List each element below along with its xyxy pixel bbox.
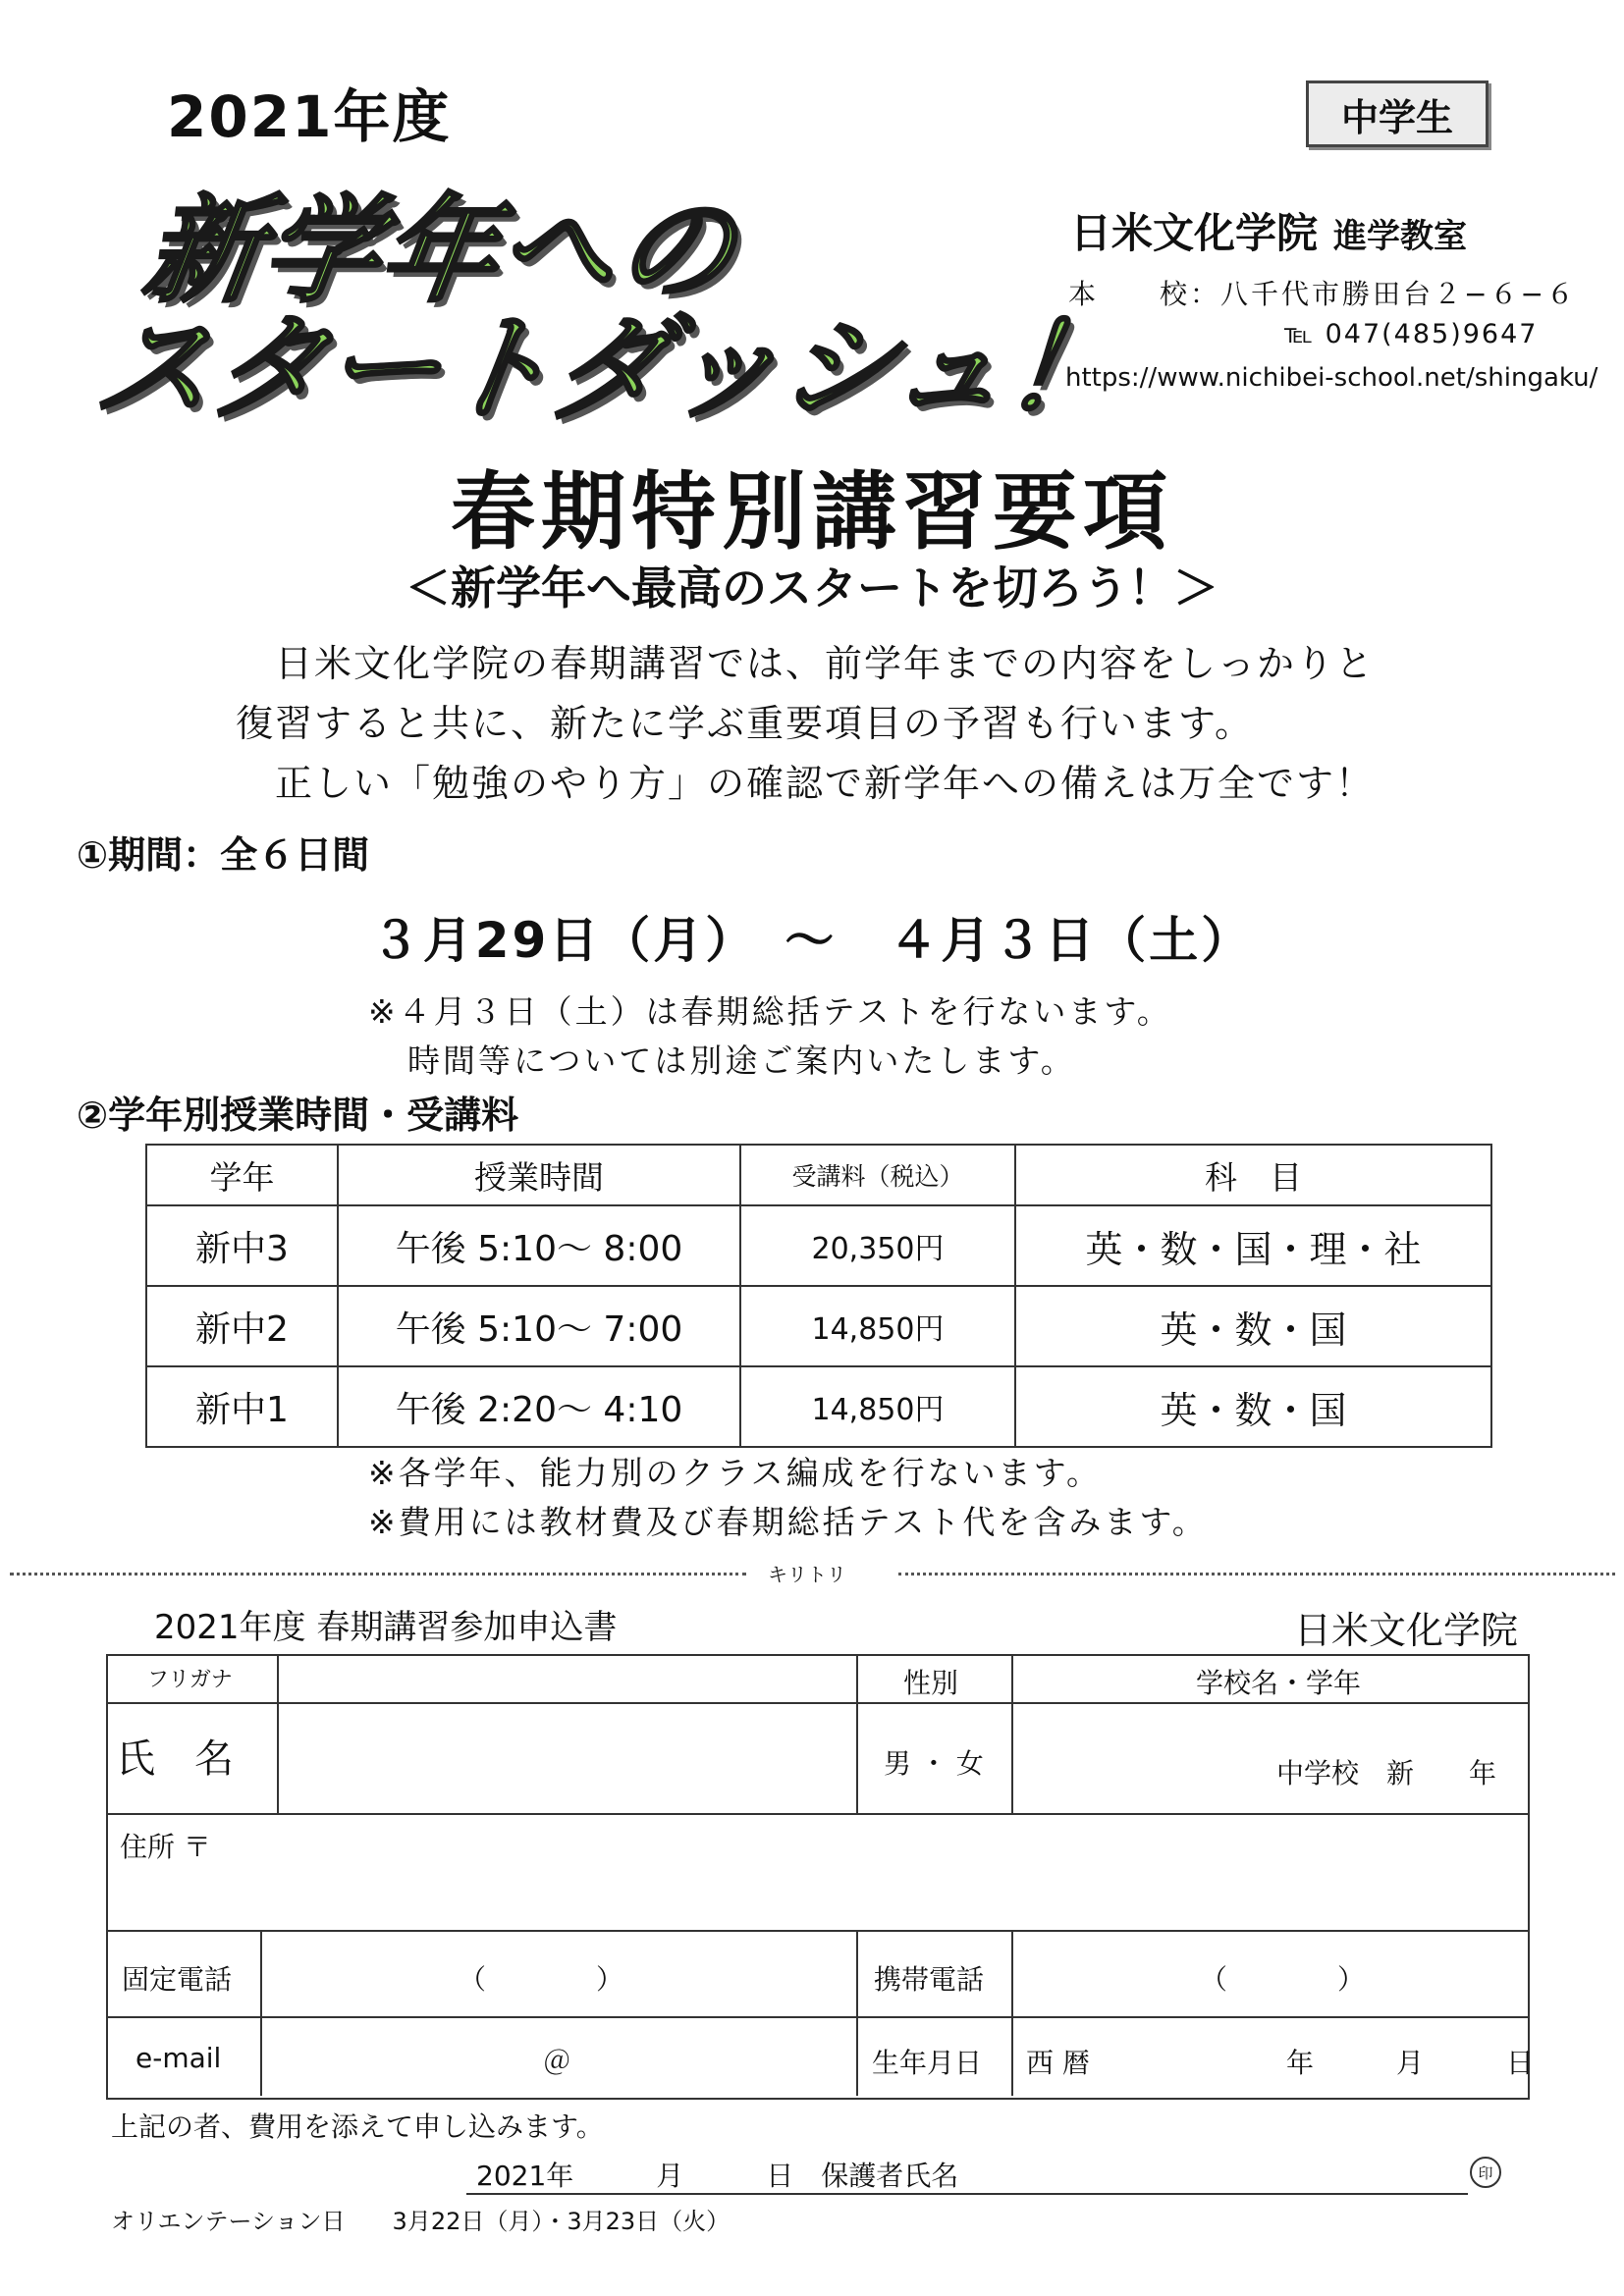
page-subtitle: ＜新学年へ最高のスタートを切ろう！＞ (406, 561, 1218, 614)
intro-line-3: 正しい「勉強のやり方」の確認で新学年への備えは万全です！ (275, 762, 1376, 805)
subjects-cell: 英・数・国・理・社 (1015, 1205, 1491, 1286)
gender-label: 性別 (903, 1667, 959, 1699)
landline-input[interactable]: （ ） (459, 1963, 624, 1996)
col-divider-school (1011, 1654, 1013, 1813)
subjects-cell: 英・数・国 (1015, 1366, 1491, 1447)
form-school-name: 日米文化学院 (1294, 1609, 1519, 1652)
school-tel: ℡ 047(485)9647 (1284, 319, 1539, 349)
fee-cell: 20,350円 (740, 1205, 1015, 1286)
row-divider-2 (106, 1930, 1528, 1932)
form-title: 2021年度 春期講習参加申込書 (154, 1608, 618, 1647)
birthday-label: 生年月日 (872, 2047, 983, 2079)
time-cell: 午後 5:10～ 7:00 (338, 1286, 740, 1366)
row-divider-3 (106, 2016, 1528, 2018)
col-divider-contact-left (260, 1930, 262, 2096)
furigana-input[interactable] (279, 1656, 854, 1700)
headline-line1: 新学年への (135, 183, 745, 318)
school-url[interactable]: https://www.nichibei-school.net/shingaku/ (1065, 363, 1598, 393)
year-title: 2021年度 (167, 83, 452, 150)
intro-line-2: 復習すると共に、新たに学ぶ重要項目の予習も行います。 (236, 702, 1254, 745)
cut-line-left (10, 1573, 746, 1575)
name-input[interactable] (279, 1704, 854, 1811)
agreement-text: 上記の者、費用を添えて申し込みます。 (111, 2110, 604, 2143)
email-input[interactable]: ＠ (543, 2045, 571, 2077)
header-grade: 学年 (146, 1145, 338, 1205)
table-row (146, 1366, 1491, 1447)
table-row (146, 1286, 1491, 1366)
school-grade-value[interactable]: 中学校 新 年 (1276, 1757, 1497, 1789)
intro-line-1: 日米文化学院の春期講習では、前学年までの内容をしっかりと (275, 642, 1376, 685)
school-grade-label: 学校名・学年 (1196, 1667, 1362, 1699)
header-fee: 受講料（税込） (740, 1145, 1015, 1205)
signature-date-line: 2021年 月 日 保護者氏名 (476, 2160, 959, 2192)
address-label: 住所 〒 (120, 1831, 211, 1863)
table-note-1: ※各学年、能力別のクラス編成を行ないます。 (368, 1454, 1103, 1492)
mobile-label: 携帯電話 (874, 1963, 985, 1996)
headline-line2: スタートダッシュ！ (86, 300, 1129, 436)
table-header-row (146, 1145, 1491, 1205)
time-cell: 午後 5:10～ 8:00 (338, 1205, 740, 1286)
signature-underline (466, 2193, 1468, 2195)
col-divider-contact-right (1011, 1930, 1013, 2096)
period-note-2: 時間等については別途ご案内いたします。 (407, 1041, 1076, 1080)
section1-heading: ①期間：全６日間 (77, 833, 370, 877)
fee-cell: 14,850円 (740, 1286, 1015, 1366)
header-time: 授業時間 (338, 1145, 740, 1205)
header-subjects: 科 目 (1015, 1145, 1491, 1205)
school-name: 日米文化学院 (1070, 209, 1319, 257)
row-divider-1 (106, 1813, 1528, 1815)
section2-heading: ②学年別授業時間・受講料 (77, 1094, 519, 1137)
cut-label: キリトリ (768, 1563, 846, 1586)
schedule-table (145, 1144, 1492, 1448)
subjects-cell: 英・数・国 (1015, 1286, 1491, 1366)
guardian-name-input[interactable] (1056, 2150, 1468, 2189)
time-cell: 午後 2:20～ 4:10 (338, 1366, 740, 1447)
landline-label: 固定電話 (122, 1963, 233, 1996)
col-divider-contact-mid (856, 1930, 858, 2096)
col-divider-gender (856, 1654, 858, 1813)
gender-options[interactable]: 男 ・ 女 (884, 1747, 984, 1780)
furigana-label: フリガナ (147, 1668, 233, 1692)
address-input[interactable] (226, 1816, 1522, 1926)
name-label: 氏 名 (116, 1736, 234, 1782)
birthday-era: 西 暦 (1026, 2047, 1090, 2079)
grade-badge: 中学生 (1306, 80, 1489, 147)
orientation-dates: オリエンテーション日 3月22日（月）・3月23日（火） (111, 2208, 731, 2235)
school-dept: 進学教室 (1333, 217, 1468, 256)
table-row (146, 1205, 1491, 1286)
school-address: 本 校：八千代市勝田台２−６−６ (1068, 278, 1577, 310)
period-note-1: ※４月３日（土）は春期総括テストを行ないます。 (368, 992, 1172, 1031)
page-title: 春期特別講習要項 (451, 463, 1173, 561)
school-name-block (1070, 201, 1467, 260)
grade-cell: 新中3 (146, 1205, 338, 1286)
email-label: e-mail (135, 2042, 222, 2074)
fee-cell: 14,850円 (740, 1366, 1015, 1447)
cut-line-right (898, 1573, 1615, 1575)
birthday-input[interactable]: 年 月 日 (1286, 2047, 1535, 2079)
grade-cell: 新中2 (146, 1286, 338, 1366)
mobile-input[interactable]: （ ） (1200, 1963, 1366, 1996)
period-dates: ３月29日（月） ～ ４月３日（土） (370, 912, 1254, 969)
header-divider (856, 1702, 1528, 1704)
grade-cell: 新中1 (146, 1366, 338, 1447)
table-note-2: ※費用には教材費及び春期総括テスト代を含みます。 (368, 1503, 1208, 1541)
seal-mark: 印 (1470, 2157, 1501, 2188)
